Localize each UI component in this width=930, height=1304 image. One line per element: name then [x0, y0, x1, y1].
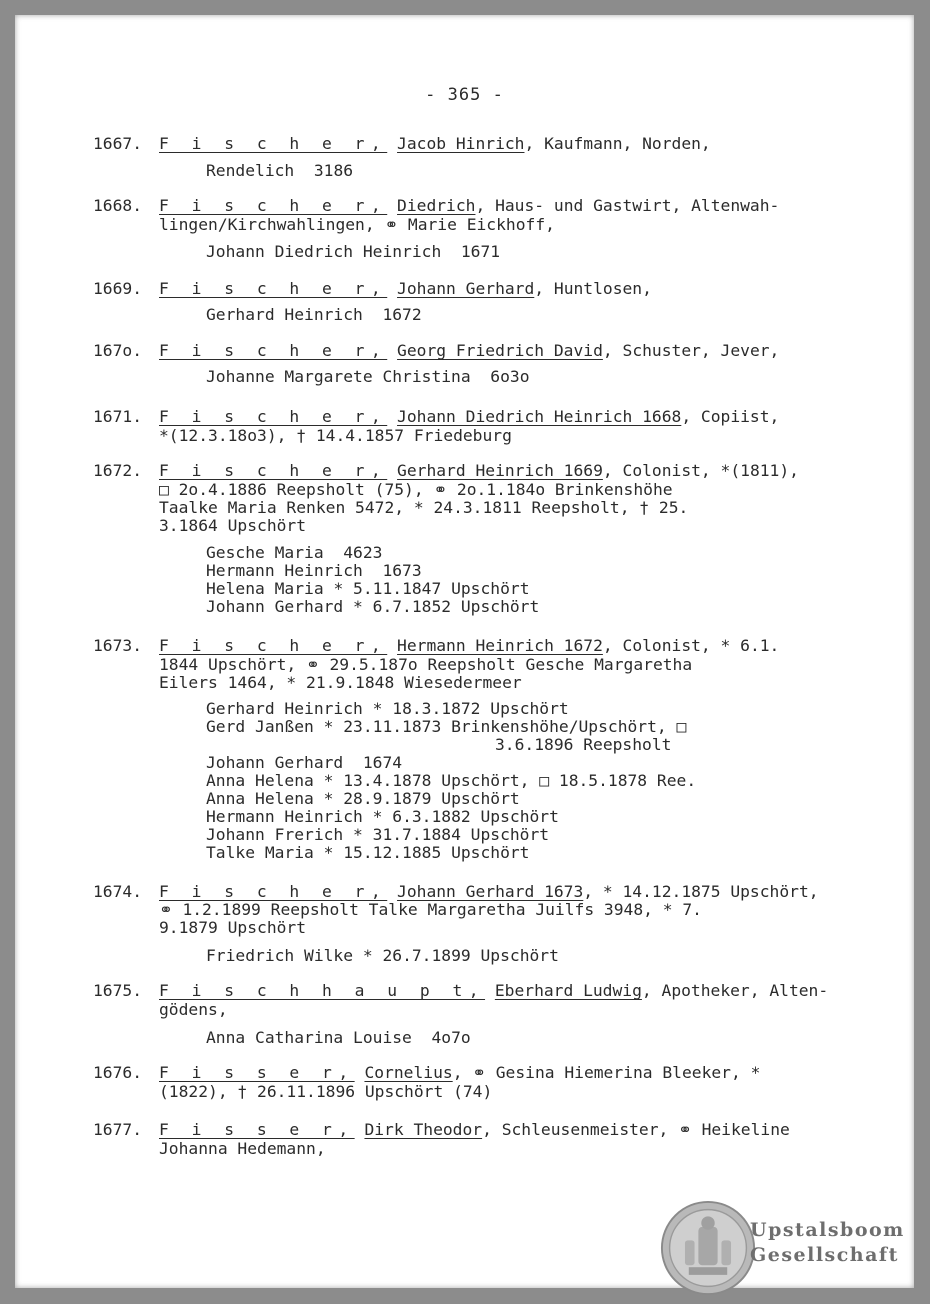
- entry-heading: [159, 342, 779, 360]
- entry-description: , Colonist, * 6.1.: [602, 636, 780, 655]
- child-name: Hermann Heinrich: [206, 807, 363, 826]
- entry-heading: [159, 408, 779, 426]
- entry-description: , Colonist, *(1811),: [602, 461, 799, 480]
- entry-heading: [159, 462, 799, 480]
- seal-icon: [660, 1200, 756, 1296]
- entry-description: , Kaufmann, Norden,: [524, 134, 711, 153]
- child-line: [206, 306, 422, 324]
- continuation-line: lingen/Kirchwahlingen, ⚭ Marie Eickhoff,: [159, 215, 555, 234]
- entry-number: 1676.: [93, 1063, 143, 1082]
- given-name: Johann Gerhard: [397, 279, 535, 298]
- child-detail: * 5.11.1847 Upschört: [333, 579, 530, 598]
- child-name: Johann Gerhard: [206, 753, 344, 772]
- entry-description: , Apotheker, Alten-: [641, 981, 829, 1000]
- surname: F i s c h e r,: [159, 196, 388, 215]
- child-detail: * 26.7.1899 Upschört: [362, 946, 559, 965]
- child-detail: * 31.7.1884 Upschört: [353, 825, 550, 844]
- entry-description: , Huntlosen,: [534, 279, 652, 298]
- entry-description: , Copiist,: [681, 407, 780, 426]
- given-name: Johann Diedrich Heinrich 1668: [397, 407, 682, 426]
- entry-number: 1672.: [93, 461, 143, 480]
- entry-heading: [159, 197, 779, 215]
- surname: F i s c h e r,: [159, 882, 388, 901]
- entry-description: , Schleusenmeister, ⚭ Heikeline: [482, 1120, 790, 1139]
- surname: F i s c h h a u p t,: [159, 981, 486, 1000]
- document-page: [15, 15, 914, 1288]
- entry-description: , Haus- und Gastwirt, Altenwah-: [475, 196, 780, 215]
- child-line: [206, 580, 530, 598]
- child-name: Johann Frerich: [206, 825, 344, 844]
- given-name: Dirk Theodor: [364, 1120, 483, 1139]
- child-detail: 1672: [382, 305, 422, 324]
- given-name: Jacob Hinrich: [397, 134, 525, 153]
- child-line: [206, 1029, 471, 1047]
- watermark-line-2: Gesellschaft: [750, 1244, 899, 1266]
- child-line: [206, 790, 520, 808]
- entry-description: , Schuster, Jever,: [602, 341, 780, 360]
- child-detail: * 13.4.1878 Upschört, □ 18.5.1878 Ree.: [323, 771, 697, 790]
- entry-heading: [159, 883, 819, 901]
- child-line: [206, 844, 530, 862]
- given-name: Hermann Heinrich 1672: [397, 636, 603, 655]
- entry-number: 1667.: [93, 134, 143, 153]
- child-detail: * 18.3.1872 Upschört: [372, 699, 569, 718]
- entry-description: , * 14.12.1875 Upschört,: [583, 882, 819, 901]
- child-name: Johanne Margarete Christina: [206, 367, 471, 386]
- child-name: Hermann Heinrich: [206, 561, 363, 580]
- entry-heading: [159, 982, 828, 1000]
- page-number: - 365 -: [425, 85, 504, 105]
- entry-number: 1668.: [93, 196, 143, 215]
- child-detail: 1671: [460, 242, 501, 261]
- child-name: Talke Maria: [206, 843, 314, 862]
- child-detail: * 6.3.1882 Upschört: [372, 807, 559, 826]
- child-line: [206, 826, 549, 844]
- child-detail: * 28.9.1879 Upschört: [323, 789, 520, 808]
- surname: F i s s e r,: [159, 1063, 355, 1082]
- watermark-line-1: Upstalsboom: [750, 1219, 905, 1241]
- entry-number: 1669.: [93, 279, 143, 298]
- given-name: Eberhard Ludwig: [494, 981, 642, 1000]
- given-name: Diedrich: [397, 196, 476, 215]
- entry-number: 167o.: [93, 341, 143, 360]
- entry-number: 1675.: [93, 981, 143, 1000]
- child-line: [206, 808, 559, 826]
- child-name: Anna Helena: [206, 771, 314, 790]
- entry-heading: [159, 135, 711, 153]
- given-name: Johann Gerhard 1673: [397, 882, 584, 901]
- surname: F i s c h e r,: [159, 279, 388, 298]
- child-detail: 4623: [343, 543, 383, 562]
- continuation-line: Eilers 1464, * 21.9.1848 Wiesedermeer: [159, 673, 522, 692]
- child-detail: 3186: [313, 161, 354, 180]
- continuation-line: 9.1879 Upschört: [159, 918, 307, 937]
- child-detail: 1673: [382, 561, 422, 580]
- child-detail: 1674: [362, 753, 403, 772]
- continuation-line: Taalke Maria Renken 5472, * 24.3.1811 Reepsholt, † 25.: [159, 498, 689, 517]
- watermark-text: [750, 1218, 905, 1268]
- child-line: [206, 544, 382, 562]
- child-name: Gesche Maria: [206, 543, 324, 562]
- child-name: Gerd Janßen: [206, 717, 314, 736]
- continuation-line: 3.1864 Upschört: [159, 516, 307, 535]
- child-line: [206, 718, 686, 736]
- child-line: [206, 562, 422, 580]
- child-detail: * 15.12.1885 Upschört: [323, 843, 530, 862]
- continuation-line: *(12.3.18o3), † 14.4.1857 Friedeburg: [159, 426, 512, 445]
- entry-number: 1677.: [93, 1120, 143, 1139]
- child-line: [206, 368, 530, 386]
- surname: F i s c h e r,: [159, 134, 388, 153]
- child-detail: * 23.11.1873 Brinkenshöhe/Upschört, □: [323, 717, 687, 736]
- child-name: Anna Helena: [206, 789, 314, 808]
- child-detail: 6o3o: [490, 367, 530, 386]
- entry-heading: [159, 1064, 760, 1082]
- entry-heading: [159, 280, 652, 298]
- continuation-line: Johanna Hedemann,: [159, 1139, 326, 1158]
- entry-number: 1671.: [93, 407, 143, 426]
- given-name: Georg Friedrich David: [397, 341, 603, 360]
- child-detail-continuation: 3.6.1896 Reepsholt: [495, 735, 672, 754]
- child-line: [206, 598, 539, 616]
- given-name: Cornelius: [364, 1063, 453, 1082]
- child-name: Friedrich Wilke: [206, 946, 354, 965]
- surname: F i s s e r,: [159, 1120, 355, 1139]
- entry-heading: [159, 637, 779, 655]
- entry-number: 1673.: [93, 636, 143, 655]
- continuation-line: ⚭ 1.2.1899 Reepsholt Talke Margaretha Juilfs 3948, * 7.: [159, 900, 702, 919]
- surname: F i s c h e r,: [159, 407, 388, 426]
- given-name: Gerhard Heinrich 1669: [397, 461, 603, 480]
- child-name: Gerhard Heinrich: [206, 305, 363, 324]
- child-name: Rendelich: [206, 161, 295, 180]
- child-name: Johann Gerhard: [206, 597, 344, 616]
- child-line: [206, 700, 569, 718]
- continuation-line: □ 2o.4.1886 Reepsholt (75), ⚭ 2o.1.184o Brinkenshöhe: [159, 480, 673, 499]
- surname: F i s c h e r,: [159, 341, 388, 360]
- child-name: Gerhard Heinrich: [206, 699, 363, 718]
- child-name: Helena Maria: [206, 579, 324, 598]
- surname: F i s c h e r,: [159, 636, 388, 655]
- child-detail: * 6.7.1852 Upschört: [353, 597, 540, 616]
- continuation-line: 1844 Upschört, ⚭ 29.5.187o Reepsholt Gesche Margaretha: [159, 655, 693, 674]
- continuation-line: (1822), † 26.11.1896 Upschört (74): [159, 1082, 493, 1101]
- child-line: [206, 772, 696, 790]
- child-detail: 4o7o: [431, 1028, 471, 1047]
- continuation-line: gödens,: [159, 1000, 228, 1019]
- entry-description: , ⚭ Gesina Hiemerina Bleeker, *: [452, 1063, 761, 1082]
- child-name: Johann Diedrich Heinrich: [206, 242, 442, 261]
- entry-heading: [159, 1121, 790, 1139]
- child-line: [206, 947, 559, 965]
- surname: F i s c h e r,: [159, 461, 388, 480]
- child-line: [206, 162, 353, 180]
- entry-number: 1674.: [93, 882, 143, 901]
- child-line: [206, 754, 402, 772]
- child-name: Anna Catharina Louise: [206, 1028, 412, 1047]
- child-line: [206, 243, 500, 261]
